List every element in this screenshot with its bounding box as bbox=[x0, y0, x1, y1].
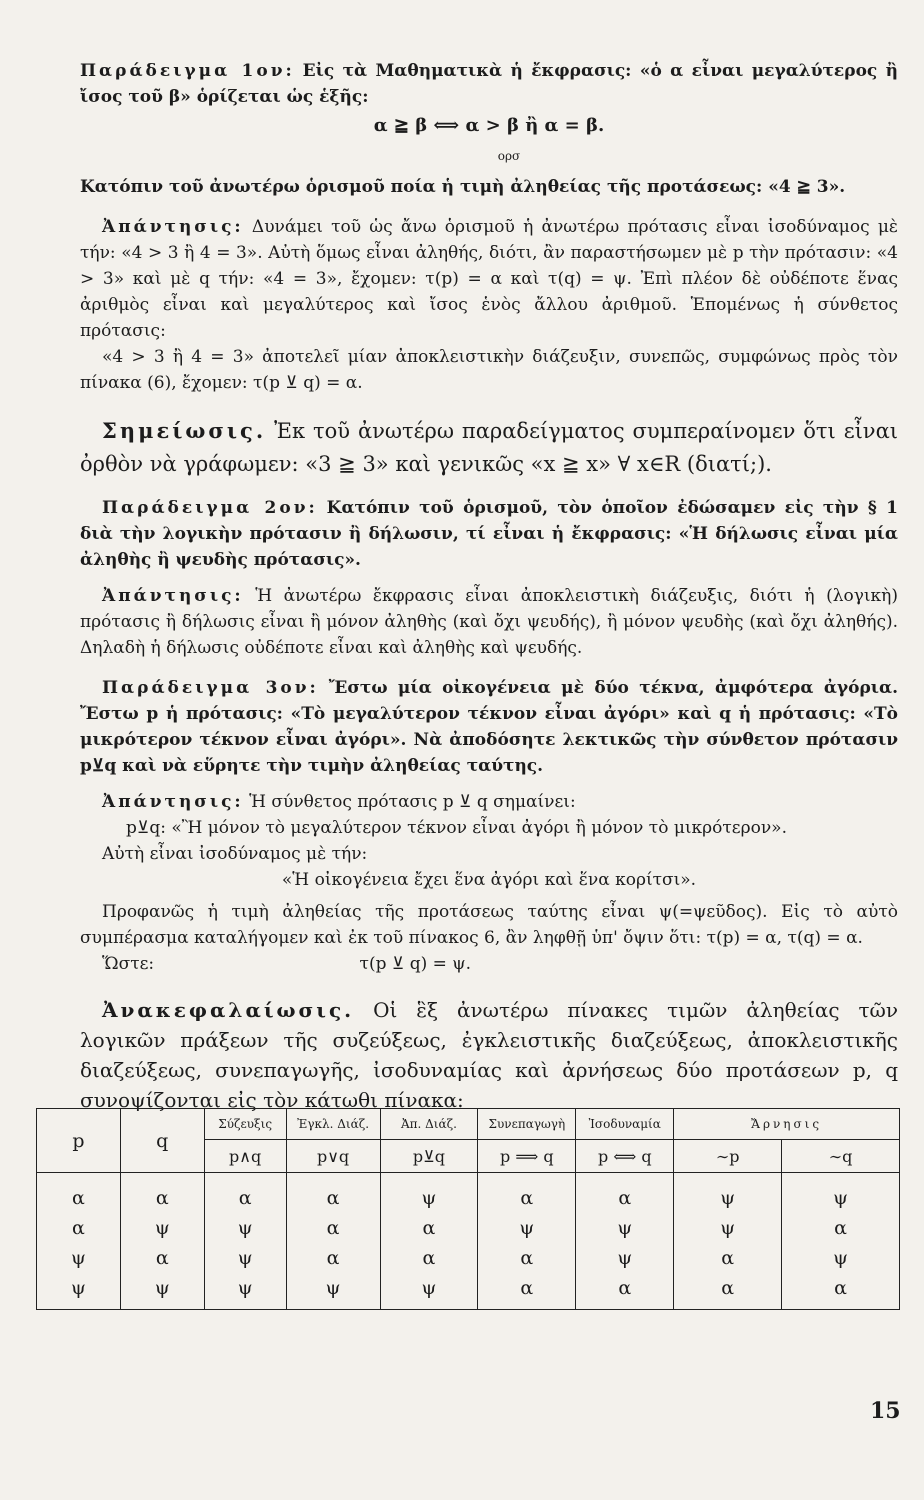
symbol-not-q: ∼q bbox=[782, 1140, 900, 1173]
table-cell: ψ bbox=[478, 1213, 576, 1243]
page-number: 15 bbox=[870, 1398, 901, 1424]
table-cell: ψ bbox=[204, 1213, 286, 1243]
table-cell: ψ bbox=[204, 1243, 286, 1273]
example-3-label: Παράδειγμα 3ον: bbox=[102, 678, 319, 698]
truth-table bbox=[36, 1108, 900, 1310]
page-content bbox=[80, 58, 898, 1115]
header-negation: Ἄρνησις bbox=[674, 1109, 900, 1140]
header-equivalence: Ἰσοδυναμία bbox=[576, 1109, 674, 1140]
table-cell: ψ bbox=[37, 1273, 121, 1310]
table-cell: ψ bbox=[576, 1213, 674, 1243]
example-3-answer-family: «Ἡ οἰκογένεια ἔχει ἕνα ἀγόρι καὶ ἕνα κορίτσι». bbox=[281, 870, 697, 890]
definition-formula: α ≧ β ⟺ α > β ἢ α = β. bbox=[373, 115, 605, 136]
example-2-answer-text: Ἡ ἀνωτέρω ἔκφρασις εἶναι ἀποκλειστικὴ διάζευξις, διότι ἡ (λογικὴ) πρότασις ἢ δήλωσις εἶναι ἢ μόνον ἀληθὴς (καὶ ὄχι ψευδής), ἢ μόνον ψευδὴς (καὶ ὄχι ἀληθής). Δηλαδὴ ἡ δήλωσις οὐδέποτε εἶναι καὶ ἀληθὴς καὶ ψευδής. bbox=[80, 586, 898, 658]
example-2-answer-label: Ἀπάντησις: bbox=[102, 586, 244, 606]
header-exclusive-disjunction: Ἀπ. Διάζ. bbox=[380, 1109, 478, 1140]
table-cell: α bbox=[286, 1243, 380, 1273]
example-1 bbox=[80, 58, 898, 110]
table-cell: α bbox=[782, 1213, 900, 1243]
table-row bbox=[37, 1213, 900, 1243]
table-row bbox=[37, 1173, 900, 1214]
table-cell: α bbox=[286, 1173, 380, 1214]
symbol-implies: p ⟹ q bbox=[478, 1140, 576, 1173]
example-3-text: Ἔστω μία οἰκογένεια μὲ δύο τέκνα, ἀμφότερα ἀγόρια. Ἔστω p ἡ πρότασις: «Τὸ μεγαλύτερον τέκνον εἶναι ἀγόρι» καὶ q ἡ πρότασις: «Τὸ μικρότερον τέκνον εἶναι ἀγόρι». Νὰ ἀποδόσητε λεκτικῶς τὴν σύνθετον πρότασιν p⊻q καὶ νὰ εὕρητε τὴν τιμὴν ἀληθείας ταύτης. bbox=[80, 678, 899, 776]
example-1-question: Κατόπιν τοῦ ἀνωτέρω ὁρισμοῦ ποία ἡ τιμὴ ἀληθείας τῆς προτάσεως: «4 ≧ 3». bbox=[80, 177, 846, 197]
note-label: Σημείωσις. bbox=[102, 418, 267, 443]
table-cell: α bbox=[37, 1213, 121, 1243]
table-cell: α bbox=[380, 1213, 478, 1243]
summary-text: Οἱ ἓξ ἀνωτέρω πίνακες τιμῶν ἀληθείας τῶν λογικῶν πράξεων τῆς συζεύξεως, ἐγκλειστικῆς διαζεύξεως, ἀποκλειστικῆς διαζεύξεως, συνεπαγωγῆς, ἰσοδυναμίας καὶ ἀρνήσεως δύο προτάσεων p, q συνοψίζονται εἰς τὸν κάτωθι πίνακα: bbox=[80, 998, 899, 1112]
example-1-answer-cont: «4 > 3 ἢ 4 = 3» ἀποτελεῖ μίαν ἀποκλειστικὴν διάζευξιν, συνεπῶς, συμφώνως πρὸς τὸν πίνακα (6), ἔχομεν: τ(p ⊻ q) = α. bbox=[80, 347, 898, 393]
table-cell: ψ bbox=[782, 1173, 900, 1214]
col-p-header: p bbox=[37, 1109, 121, 1173]
symbol-iff: p ⟺ q bbox=[576, 1140, 674, 1173]
table-cell: ψ bbox=[674, 1173, 782, 1214]
symbol-xor: p⊻q bbox=[380, 1140, 478, 1173]
example-3-answer-quote: p⊻q: «Ἢ μόνον τὸ μεγαλύτερον τέκνον εἶναι ἀγόρι ἢ μόνον τὸ μικρότερον». bbox=[126, 818, 787, 838]
example-3-answer-label: Ἀπάντησις: bbox=[102, 792, 244, 812]
example-3-answer-intro: Ἡ σύνθετος πρότασις p ⊻ q σημαίνει: bbox=[249, 792, 576, 812]
col-q-header: q bbox=[120, 1109, 204, 1173]
example-1-text: Εἰς τὰ Μαθηματικὰ ἡ ἔκφρασις: «ὁ α εἶναι μεγαλύτερος ἢ ἴσος τοῦ β» ὁρίζεται ὡς ἑξῆς: bbox=[80, 61, 899, 107]
table-cell: α bbox=[478, 1173, 576, 1214]
table-cell: α bbox=[478, 1243, 576, 1273]
example-3-answer-conclusion: Προφανῶς ἡ τιμὴ ἀληθείας τῆς προτάσεως ταύτης εἶναι ψ(=ψεῦδος). Εἰς τὸ αὐτὸ συμπέρασμα καταλήγομεν καὶ ἐκ τοῦ πίνακος 6, ἂν ληφθῇ ὑπ' ὄψιν ὅτι: τ(p) = α, τ(q) = α. bbox=[80, 902, 898, 948]
example-2-text: Κατόπιν τοῦ ὁρισμοῦ, τὸν ὁποῖον ἐδώσαμεν εἰς τὴν § 1 διὰ τὴν λογικὴν πρότασιν ἢ δήλωσιν, τί εἶναι ἡ ἔκφρασις: «Ἡ δήλωσις εἶναι μία ἀληθὴς ἢ ψευδὴς πρότασις». bbox=[80, 498, 899, 570]
header-inclusive-disjunction: Ἐγκλ. Διάζ. bbox=[286, 1109, 380, 1140]
hence-label: Ὥστε: bbox=[102, 954, 155, 974]
table-cell: α bbox=[576, 1273, 674, 1310]
definition-note: ορσ bbox=[497, 149, 521, 163]
example-3-answer bbox=[80, 789, 898, 815]
example-1-answer-text: Δυνάμει τοῦ ὡς ἄνω ὁρισμοῦ ἡ ἀνωτέρω πρότασις εἶναι ἰσοδύναμος μὲ τήν: «4 > 3 ἢ 4 = 3». Αὐτὴ ὅμως εἶναι ἀληθής, διότι, ἂν παραστήσωμεν μὲ p τὴν πρότασιν: «4 > 3» καὶ μὲ q τήν: «4 = 3», ἔχομεν: τ(p) = α καὶ τ(q) = ψ. Ἐπὶ πλέον δὲ οὐδέποτε ἕνας ἀριθμὸς εἶναι καὶ μεγαλύτερος καὶ ἴσος ἑνὸς ἄλλου ἀριθμοῦ. Ἑπομένως ἡ σύνθετος πρότασις: bbox=[80, 217, 898, 341]
example-3 bbox=[80, 675, 898, 779]
note-text: Ἐκ τοῦ ἀνωτέρω παραδείγματος συμπεραίνομεν ὅτι εἶναι ὀρθὸν νὰ γράφωμεν: «3 ≧ 3» καὶ γενικῶς «x ≧ x» ∀ x∈R (διατί;). bbox=[80, 419, 898, 476]
header-implication: Συνεπαγωγὴ bbox=[478, 1109, 576, 1140]
example-3-hence bbox=[80, 951, 898, 977]
table-cell: α bbox=[674, 1243, 782, 1273]
table-cell: α bbox=[782, 1273, 900, 1310]
symbol-not-p: ∼p bbox=[674, 1140, 782, 1173]
hence-formula: τ(p ⊻ q) = ψ. bbox=[359, 954, 472, 974]
table-cell: ψ bbox=[576, 1243, 674, 1273]
example-1-answer-label: Ἀπάντησις: bbox=[102, 217, 244, 237]
example-1-label: Παράδειγμα 1ον: bbox=[80, 61, 295, 81]
table-cell: α bbox=[120, 1173, 204, 1214]
example-2-answer bbox=[80, 583, 898, 661]
example-3-answer-equiv: Αὐτὴ εἶναι ἰσοδύναμος μὲ τήν: bbox=[102, 844, 368, 864]
summary-label: Ἀνακεφαλαίωσις. bbox=[102, 998, 355, 1022]
symbol-and: p∧q bbox=[204, 1140, 286, 1173]
table-cell: α bbox=[37, 1173, 121, 1214]
table-row bbox=[37, 1273, 900, 1310]
table-cell: α bbox=[674, 1273, 782, 1310]
table-cell: ψ bbox=[204, 1273, 286, 1310]
table-cell: α bbox=[286, 1213, 380, 1243]
table-cell: α bbox=[380, 1243, 478, 1273]
table-cell: ψ bbox=[286, 1273, 380, 1310]
summary bbox=[80, 995, 898, 1115]
note bbox=[80, 414, 898, 481]
table-cell: α bbox=[576, 1173, 674, 1214]
table-cell: ψ bbox=[674, 1213, 782, 1243]
table-cell: ψ bbox=[380, 1273, 478, 1310]
table-cell: α bbox=[120, 1243, 204, 1273]
example-2 bbox=[80, 495, 898, 573]
example-2-label: Παράδειγμα 2ον: bbox=[102, 498, 318, 518]
table-cell: ψ bbox=[120, 1273, 204, 1310]
table-cell: ψ bbox=[380, 1173, 478, 1214]
table-cell: ψ bbox=[782, 1243, 900, 1273]
table-cell: α bbox=[204, 1173, 286, 1214]
table-cell: ψ bbox=[120, 1213, 204, 1243]
header-conjunction: Σύζευξις bbox=[204, 1109, 286, 1140]
symbol-or: p∨q bbox=[286, 1140, 380, 1173]
table-cell: α bbox=[478, 1273, 576, 1310]
table-row bbox=[37, 1243, 900, 1273]
example-1-answer bbox=[80, 214, 898, 344]
table-cell: ψ bbox=[37, 1243, 121, 1273]
